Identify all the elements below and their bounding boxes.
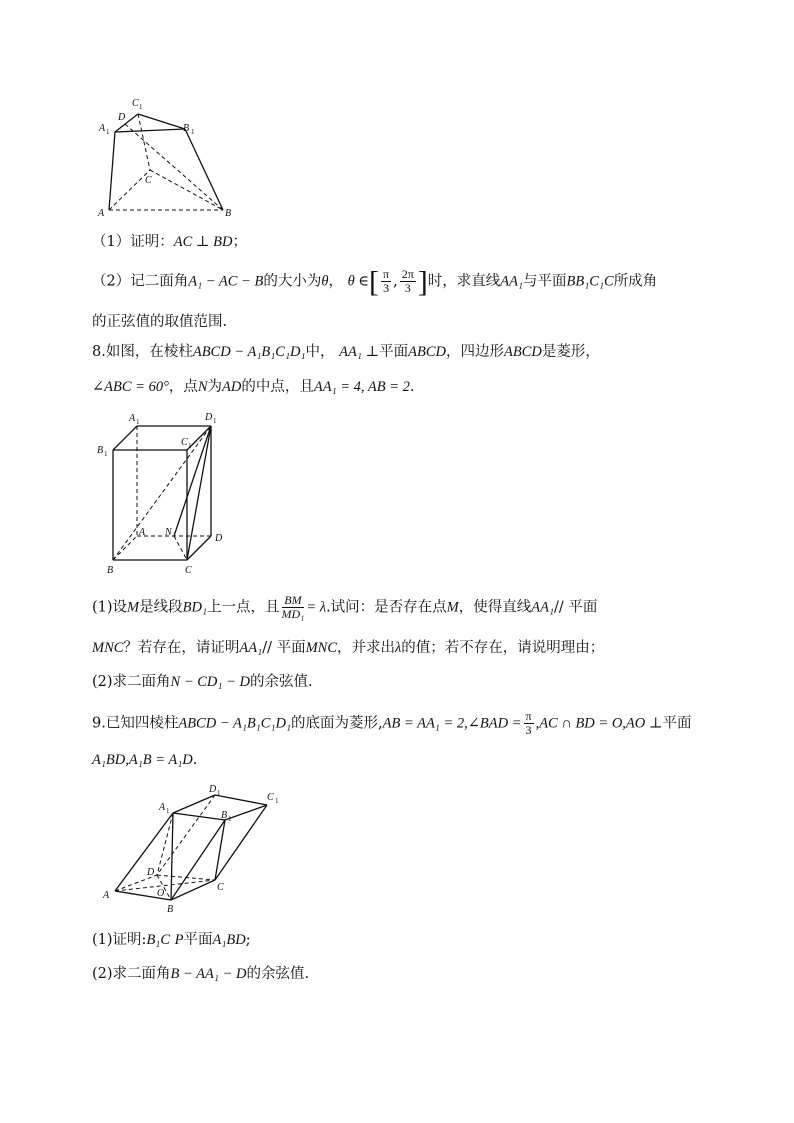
fig9-label-d: D xyxy=(147,867,155,878)
q8-p1-bd1: BD₁ xyxy=(182,599,208,616)
q9-p2-a: (2)求二面角 xyxy=(92,966,171,982)
q9-prism: ABCD − A₁B₁C₁D₁ xyxy=(178,715,291,732)
fig9-label-o: O xyxy=(157,888,165,899)
q8-stem-i: . xyxy=(409,379,415,395)
q9-p1-c: ; xyxy=(245,932,251,948)
fig8-label-d1: D xyxy=(205,412,213,423)
q8-stem-f: ，点 xyxy=(168,379,198,395)
q9-frac xyxy=(524,710,534,737)
fig7-label-a: A xyxy=(98,208,105,219)
q9-frac-num: π xyxy=(525,709,532,723)
q8-stem-g: 为 xyxy=(207,379,223,395)
fig7-label-b1: B xyxy=(183,123,190,134)
q8-perp: AA₁ ⊥ xyxy=(339,344,380,360)
q7-part2-a: （2）记二面角 xyxy=(92,273,189,290)
q7-right-bracket: ] xyxy=(417,265,428,299)
q8-p1-h-mnc: MNC xyxy=(305,640,337,656)
q8-angle: ∠ABC = 60° xyxy=(92,379,169,395)
q7-part1 xyxy=(92,232,247,252)
q7-dihedral: A₁ − AC − B xyxy=(188,273,264,290)
figure-q8 xyxy=(95,408,245,578)
q9-frac-den: 3 xyxy=(525,723,532,737)
q9-stem-a: 9.已知四棱柱 xyxy=(92,715,179,732)
fig8-label-n: N xyxy=(165,527,172,538)
q8-ratio-num: BM xyxy=(284,593,302,607)
q7-frac1-num: π xyxy=(383,267,390,281)
q7-part2-f: 的正弦值的取值范围. xyxy=(92,314,228,330)
fig9-label-a1: A xyxy=(159,802,166,813)
q8-stem-a: 8.如图，在棱柱 xyxy=(92,344,193,360)
q7-part2-e: 所成角 xyxy=(613,273,658,290)
q9-stem-b: 的底面为菱形, xyxy=(291,715,383,732)
q8-p1-h: // 平面 xyxy=(262,640,306,656)
q8-ratio xyxy=(282,594,305,621)
fig9-label-b: B xyxy=(167,904,174,915)
q7-part2-b: 的大小为 xyxy=(263,273,322,290)
q8-p1-e: ，使得直线 xyxy=(458,599,532,616)
fig9-label-c: C xyxy=(217,882,224,893)
q7-frac2-den: 3 xyxy=(404,281,411,295)
q8-p2-a: (2)求二面角 xyxy=(92,674,171,690)
fig8-label-a1: A xyxy=(129,413,136,424)
q7-interval-pre: θ ∈ xyxy=(347,273,370,290)
fig9-label-b1: B xyxy=(221,810,228,821)
fig7-label-b: B xyxy=(225,208,232,219)
q8-stem-d: ，四边形 xyxy=(446,344,504,360)
fig7-label-c1: C xyxy=(132,98,139,109)
q8-stem-line2 xyxy=(92,377,415,397)
q9-p1-b: 平面 xyxy=(183,932,213,948)
fig9-sub-a1: 1 xyxy=(166,807,170,815)
q8-cond: AA₁ = 4, AB = 2 xyxy=(313,379,410,395)
q8-n: N xyxy=(197,379,208,395)
q8-p1-lambda: λ xyxy=(395,640,402,656)
figure-q9 xyxy=(95,780,295,920)
fig9-sub-b1: 1 xyxy=(228,815,232,823)
q8-p1-c: 上一点，且 xyxy=(207,599,280,616)
q8-p1-g-aa1: AA₁ xyxy=(239,640,263,656)
fig7-sub-b1: 1 xyxy=(191,128,195,136)
q9-p2-b: 的余弦值. xyxy=(246,966,310,982)
q7-part1-end: ； xyxy=(232,234,247,250)
q7-frac1-den: 3 xyxy=(383,281,390,295)
q8-p1-j: 的值；若不存在，请说明理由； xyxy=(401,640,605,656)
q7-part1-label: （1）证明： xyxy=(92,234,174,250)
fig7-label-c: C xyxy=(145,175,152,186)
fig9-label-c1: C xyxy=(267,792,274,803)
q8-p1-eq: = λ xyxy=(306,599,327,616)
q7-plane: BB₁C₁C xyxy=(566,273,614,290)
q7-theta: θ xyxy=(321,273,329,290)
fig8-sub-d1: 1 xyxy=(213,417,217,425)
q8-part2 xyxy=(92,672,313,692)
q8-ratio-den: MD₁ xyxy=(281,607,305,621)
q8-p1-m: M xyxy=(127,599,140,616)
q9-p1-b1c: B₁C xyxy=(146,932,171,948)
fig7-sub-c1: 1 xyxy=(139,103,143,111)
fig9-sub-d1: 1 xyxy=(217,789,221,797)
q7-part2: （2）记二面角A₁ − AC − B的大小为θ， θ ∈[ $\frac{\pi}{3}$ , $\frac{2\pi}{3}$ ]时，求直线AA₁与平面BB₁C₁C所成角 xyxy=(92,265,658,299)
q7-part2-c: 时，求直线 xyxy=(427,273,501,290)
q8-p2-angle: N − CD₁ − D xyxy=(170,674,250,690)
fig7-label-a1: A xyxy=(99,123,106,134)
fig8-label-a: A xyxy=(139,527,146,538)
q7-comma: ， xyxy=(328,273,343,290)
q8-stem-h: 的中点，且 xyxy=(241,379,314,395)
q9-stem-line2 xyxy=(92,750,197,770)
q9-stem-d: A₁BD,A₁B = A₁D xyxy=(92,752,193,768)
q7-left-bracket: [ xyxy=(369,265,380,299)
q9-p1-a: (1)证明: xyxy=(92,932,147,948)
q8-stem-b: 中， xyxy=(305,344,335,360)
q8-prism: ABCD − A₁B₁C₁D₁ xyxy=(192,344,306,360)
q9-part1 xyxy=(92,930,251,950)
q8-stem-c: 平面 xyxy=(379,344,409,360)
fig7-sub-a1: 1 xyxy=(106,128,110,136)
q9-stem-e: . xyxy=(192,752,198,768)
fig8-label-b: B xyxy=(107,565,114,576)
fig8-label-c1: C xyxy=(181,437,188,448)
q8-p1-f: // 平面 xyxy=(554,599,598,616)
q8-quad: ABCD xyxy=(504,344,542,360)
fig8-label-c: C xyxy=(185,565,192,576)
q9-stem-line1 xyxy=(92,710,692,737)
q7-frac2 xyxy=(400,268,416,295)
q7-part1-math: AC ⊥ BD xyxy=(173,234,233,250)
q7-part2-cont xyxy=(92,312,227,332)
q8-stem-e: 是菱形， xyxy=(541,344,600,360)
q9-p2-angle: B − AA₁ − D xyxy=(170,966,247,982)
q9-cond2: ,AC ∩ BD = O,AO ⊥ xyxy=(535,715,663,732)
q8-p1-g: ？若存在，请证明 xyxy=(123,640,240,656)
q8-plane-abcd: ABCD xyxy=(408,344,446,360)
q8-p2-b: 的余弦值. xyxy=(249,674,313,690)
q8-p1-d: .试问：是否存在点 xyxy=(326,599,447,616)
q8-p1-mnc: MNC xyxy=(92,640,124,656)
fig8-sub-a1: 1 xyxy=(136,418,140,426)
q8-p1-i: ，并求出 xyxy=(337,640,395,656)
q8-p1-b: 是线段 xyxy=(139,599,183,616)
q9-cond1: AB = AA₁ = 2,∠BAD = xyxy=(382,715,522,732)
fig8-sub-b1: 1 xyxy=(104,450,108,458)
fig8-label-b1: B xyxy=(97,445,104,456)
q7-frac2-num: 2π xyxy=(401,267,414,281)
q7-line-aa1: AA₁ xyxy=(500,273,524,290)
q9-p1-plane: A₁BD xyxy=(212,932,246,948)
q7-part2-d: 与平面 xyxy=(523,273,567,290)
q7-frac1 xyxy=(381,268,391,295)
fig8-label-d: D xyxy=(215,533,223,544)
q8-part1-line2 xyxy=(92,638,604,658)
fig8-sub-c1: 1 xyxy=(188,442,192,450)
fig9-label-a: A xyxy=(103,890,110,901)
figure-q7 xyxy=(95,92,245,227)
q9-stem-c: 平面 xyxy=(662,715,692,732)
q8-p1-a: (1)设 xyxy=(92,599,128,616)
q8-p1-m2: M xyxy=(446,599,459,616)
fig9-label-d1: D xyxy=(209,784,217,795)
q8-ad: AD xyxy=(222,379,242,395)
q9-part2 xyxy=(92,964,309,984)
fig9-sub-c1: 1 xyxy=(275,797,279,805)
q8-part1-line1 xyxy=(92,594,597,621)
q8-stem-line1 xyxy=(92,342,600,362)
q9-p1-par: P xyxy=(174,932,184,948)
q8-p1-aa1: AA₁ xyxy=(531,599,555,616)
fig7-label-d: D xyxy=(118,112,126,123)
